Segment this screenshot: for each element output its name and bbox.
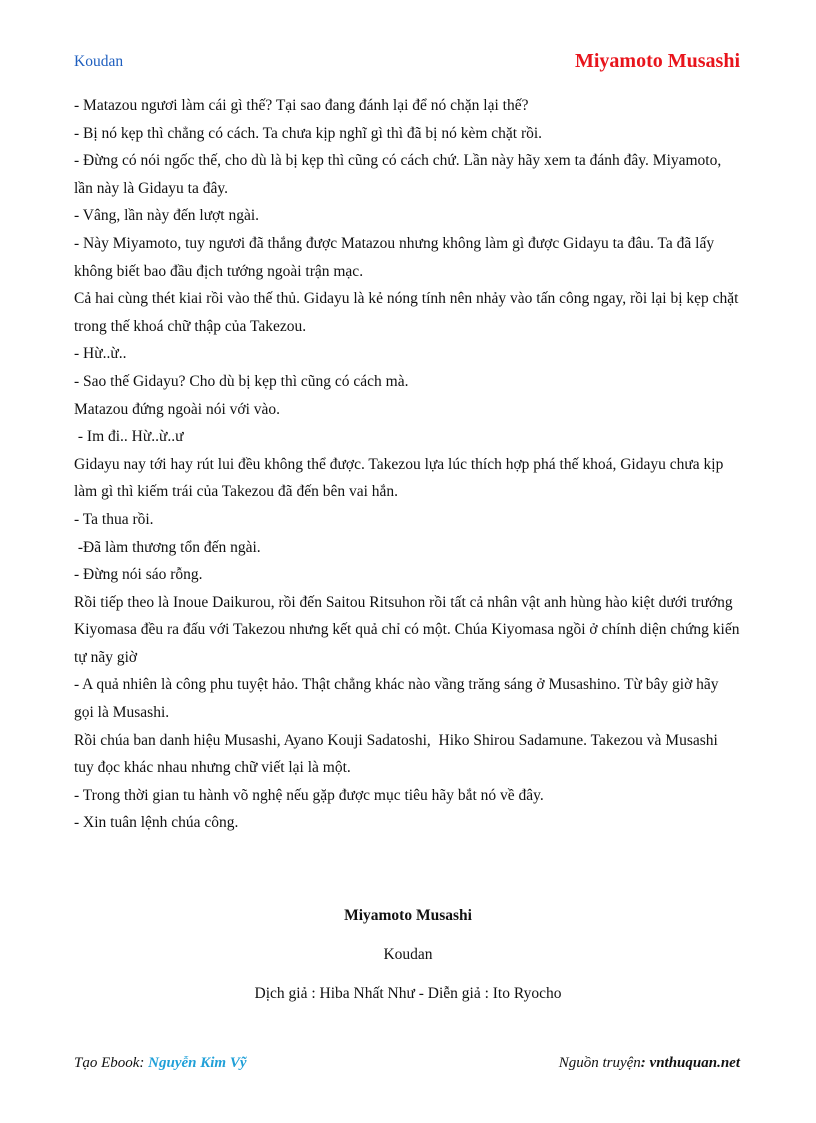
- paragraph: - A quả nhiên là công phu tuyệt hảo. Thật chẳng khác nào vầng trăng sáng ở Musashino. Từ bây giờ hãy gọi là Musashi.: [74, 676, 719, 722]
- paragraph: - Ta thua rồi.: [74, 510, 154, 528]
- paragraph: - Im đi.. Hừ..ừ..ư: [74, 428, 184, 446]
- footer-source-separator: :: [640, 1055, 650, 1071]
- paragraph: Rồi tiếp theo là Inoue Daikurou, rồi đến Saitou Ritsuhon rồi tất cả nhân vật anh hùng hào kiệt dưới trướng Kiyomasa đều ra đấu với Takezou nhưng kết quả chỉ có một. Chúa Kiyomasa ngồi ở chính diện chứng kiến tự nãy giờ: [74, 593, 740, 666]
- paragraph: -Đã làm thương tổn đến ngài.: [74, 538, 261, 556]
- paragraph: Cả hai cùng thét kiai rồi vào thế thủ. Gidayu là kẻ nóng tính nên nhảy vào tấn công ngay, rồi lại bị kẹp chặt trong thế khoá chữ thập của Takezou.: [74, 290, 739, 335]
- paragraph: - Này Miyamoto, tuy ngươi đã thắng được Matazou nhưng không làm gì được Gidayu ta đâu. Ta đã lấy không biết bao đầu địch tướng ngoài trận mạc.: [74, 234, 715, 280]
- paragraph: - Đừng có nói ngốc thế, cho dù là bị kẹp thì cũng có cách chứ. Lần này hãy xem ta đánh đây. Miyamoto, lần này là Gidayu ta đây.: [74, 152, 722, 197]
- paragraph: Rồi chúa ban danh hiệu Musashi, Ayano Kouji Sadatoshi, Hiko Shirou Sadamune. Takezou và Musashi tuy đọc khác nhau nhưng chữ viết lại là một.: [74, 731, 722, 777]
- paragraph: - Sao thế Gidayu? Cho dù bị kẹp thì cũng có cách mà.: [74, 372, 409, 390]
- paragraph: - Vâng, lần này đến lượt ngài.: [74, 207, 260, 225]
- paragraph: - Đừng nói sáo rỗng.: [74, 566, 203, 584]
- header-series-title: Koudan: [74, 53, 124, 70]
- story-text: [74, 92, 740, 837]
- footer-ebook-credit: [74, 1055, 247, 1072]
- footer-ebook-label: Tạo Ebook: [74, 1055, 140, 1071]
- credits-subtitle: Koudan: [383, 946, 433, 963]
- book-credits: [0, 905, 816, 1022]
- page-header: [74, 50, 740, 76]
- footer-source-label: Nguồn truyện: [558, 1055, 641, 1071]
- footer-ebook-separator: :: [139, 1055, 149, 1071]
- header-book-title: Miyamoto Musashi: [575, 50, 740, 72]
- paragraph: - Matazou ngươi làm cái gì thế? Tại sao đang đánh lại để nó chặn lại thế?: [74, 97, 529, 114]
- credits-translators: Dịch giả : Hiba Nhất Như - Diễn giả : Ito Ryocho: [254, 985, 562, 1002]
- credits-title: Miyamoto Musashi: [344, 907, 472, 924]
- paragraph: Gidayu nay tới hay rút lui đều không thể được. Takezou lựa lúc thích hợp phá thế khoá, Gidayu chưa kịp làm gì thì kiếm trái của Takezou đã đến bên vai hắn.: [74, 455, 724, 501]
- footer-ebook-author: Nguyễn Kim Vỹ: [148, 1055, 247, 1071]
- paragraph: - Trong thời gian tu hành võ nghệ nếu gặp được mục tiêu hãy bắt nó về đây.: [74, 786, 544, 804]
- paragraph: Matazou đứng ngoài nói với vào.: [74, 400, 281, 418]
- footer-source-site: vnthuquan.net: [649, 1055, 740, 1071]
- paragraph: - Xin tuân lệnh chúa công.: [74, 814, 239, 832]
- footer-source-credit: [559, 1055, 740, 1072]
- paragraph: - Hừ..ừ..: [74, 345, 127, 363]
- paragraph: - Bị nó kẹp thì chẳng có cách. Ta chưa kịp nghĩ gì thì đã bị nó kèm chặt rồi.: [74, 124, 543, 142]
